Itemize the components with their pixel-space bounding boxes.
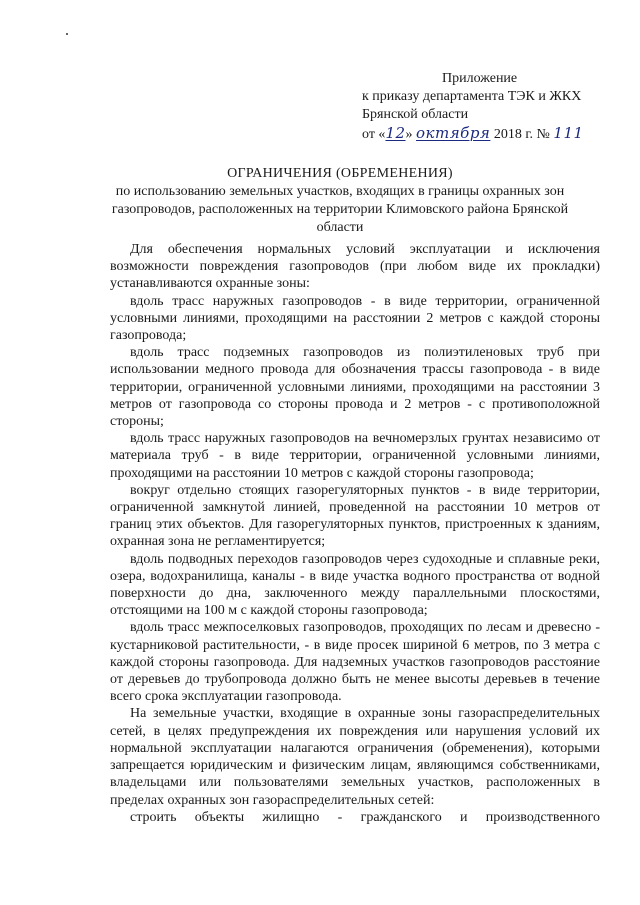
date-mid: »: [405, 127, 413, 142]
date-suffix: 2018 г. №: [490, 127, 554, 142]
body-paragraph: вдоль трасс наружных газопроводов - в виде территории, ограниченной условными линиями, проходящими на расстоянии 2 метров с каждой стороны газопровода;: [110, 293, 600, 344]
body-paragraph: вдоль трасс межпоселковых газопроводов, проходящих по лесам и древесно - кустарниковой растительности, - в виде просек шириной 6 метров, по 3 метра с каждой стороны газопровода. Для надземных участков газопроводов расстояние от деревьев до трубопровода должно быть не менее высоты деревьев в течение всего срока эксплуатации газопровода.: [110, 620, 600, 705]
scan-speck: [66, 33, 68, 35]
title-main: ОГРАНИЧЕНИЯ (ОБРЕМЕНЕНИЯ): [227, 166, 453, 181]
body-paragraph: На земельные участки, входящие в охранные зоны газораспределительных сетей, в целях предупреждения их повреждения или нарушения условий их нормальной эксплуатации налагаются ограничения (обременения), которыми запрещается юридическим и физическим лицам, являющимся собственниками, владельцами или пользователями земельных участков, расположенных в пределах охранных зон газораспределительных сетей:: [110, 706, 600, 808]
date-prefix: от «: [362, 127, 386, 142]
title-subtitle: по использованию земельных участков, входящих в границы охранных зон газопроводов, расположенных на территории Климовского района Брянской области: [111, 184, 569, 235]
appendix-date-line: [362, 124, 584, 144]
body-paragraph: строить объекты жилищно - гражданского и производственного: [130, 809, 600, 825]
appendix-header: [362, 70, 584, 144]
body-paragraph: вокруг отдельно стоящих газорегуляторных пунктов - в виде территории, ограниченной замкнутой линией, проведенной на расстоянии 10 метров от границ этих объектов. Для газорегуляторных пунктов, пристроенных к зданиям, охранная зона не регламентируется;: [110, 482, 600, 550]
appendix-region: Брянской области: [362, 107, 469, 122]
appendix-order-ref: к приказу департамента ТЭК и ЖКХ: [362, 89, 582, 104]
handwritten-month: октября: [416, 124, 491, 142]
document-title: [110, 165, 570, 237]
appendix-label: Приложение: [442, 71, 518, 86]
body-paragraph: вдоль подводных переходов газопроводов через судоходные и сплавные реки, озера, водохранилища, каналы - в виде участка водного пространства от водной поверхности до дна, заключенного между параллельными плоскостями, отстоящими на 100 м с каждой стороны газопровода;: [110, 551, 600, 619]
handwritten-day: 12: [385, 124, 406, 142]
document-body: [110, 241, 600, 826]
body-paragraph: Для обеспечения нормальных условий эксплуатации и исключения возможности повреждения газопроводов (при любом виде их прокладки) устанавливаются охранные зоны:: [110, 242, 600, 292]
body-paragraph: вдоль трасс подземных газопроводов из полиэтиленовых труб при использовании медного провода для обозначения трассы газопровода - в виде территории, ограниченной условными линиями, проходящими на расстоянии 3 метров от газопровода со стороны провода и 2 метров - с противоположной стороны;: [110, 345, 600, 430]
handwritten-number: 111: [553, 124, 584, 142]
body-paragraph: вдоль трасс наружных газопроводов на вечномерзлых грунтах независимо от материала труб - в виде территории, ограниченной условными линиями, проходящими на расстоянии 10 метров с каждой стороны газопровода;: [110, 431, 600, 481]
